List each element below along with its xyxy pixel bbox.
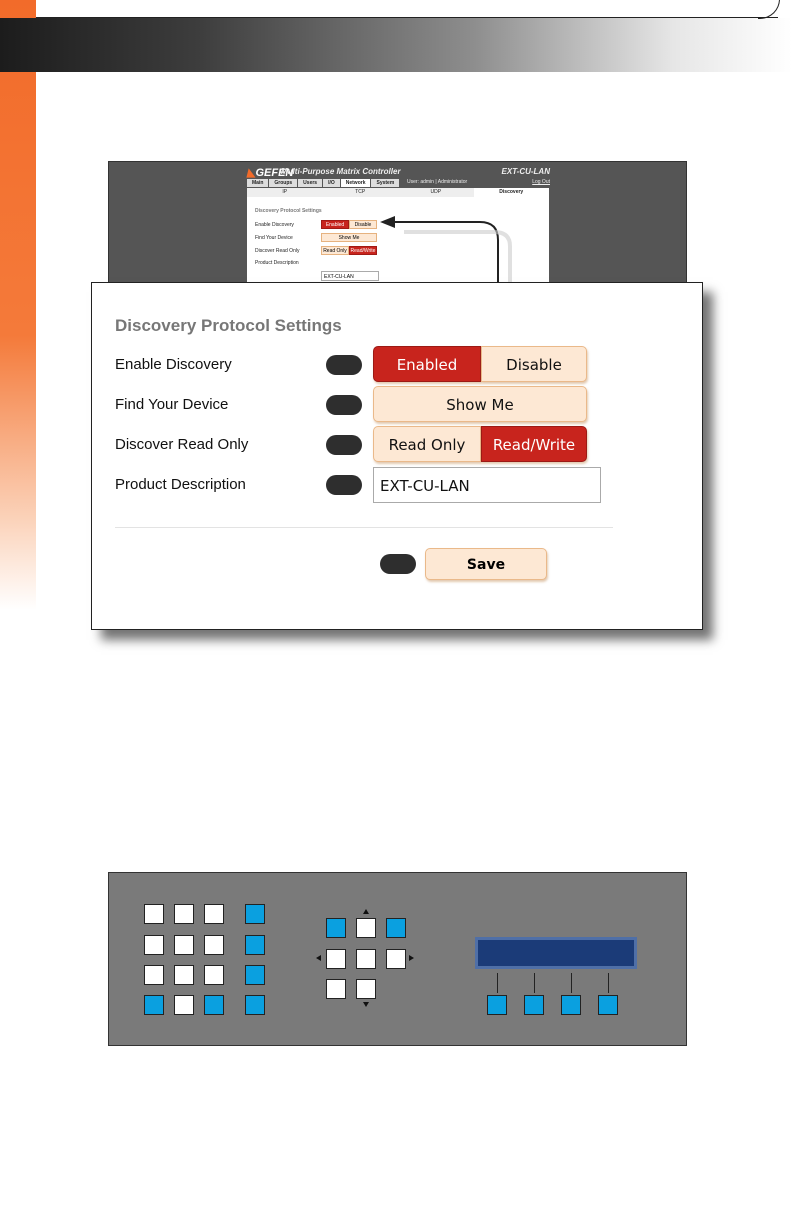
lcd-leader-line [571, 973, 572, 993]
tab-groups[interactable]: Groups [269, 179, 297, 187]
subtab-tcp[interactable]: TCP [355, 189, 366, 195]
keypad-key[interactable] [174, 904, 194, 924]
soft-key[interactable] [487, 995, 507, 1015]
soft-key[interactable] [561, 995, 581, 1015]
read-write-button[interactable]: Read/Write [350, 248, 376, 254]
soft-key[interactable] [524, 995, 544, 1015]
function-key[interactable] [245, 995, 265, 1015]
arrow-up-icon [363, 909, 369, 914]
gefen-logo: ◣GEFEN [247, 167, 294, 179]
disable-button[interactable]: Disable [349, 220, 377, 229]
label-enable-discovery: Enable Discovery [255, 222, 294, 228]
function-key[interactable] [144, 995, 164, 1015]
label-read-only: Discover Read Only [115, 436, 249, 453]
divider [115, 527, 613, 528]
callout-marker-1 [326, 355, 362, 375]
nav-key[interactable] [386, 949, 406, 969]
nav-key[interactable] [326, 979, 346, 999]
soft-key[interactable] [598, 995, 618, 1015]
arrow-left-icon [316, 955, 321, 961]
keypad-key[interactable] [174, 965, 194, 985]
keypad-key[interactable] [174, 935, 194, 955]
nav-key[interactable] [326, 949, 346, 969]
nav-key[interactable] [356, 918, 376, 938]
save-button[interactable]: Save [425, 548, 547, 580]
subtab-discovery[interactable]: Discovery [474, 188, 550, 197]
user-info: User: admin | Administrator [407, 179, 468, 185]
nav-key[interactable] [386, 918, 406, 938]
tab-system[interactable]: System [371, 179, 399, 187]
function-key[interactable] [245, 965, 265, 985]
nav-key[interactable] [326, 918, 346, 938]
arrow-down-icon [363, 1002, 369, 1007]
enabled-button[interactable]: Enabled [373, 346, 481, 382]
callout-marker-3 [326, 435, 362, 455]
label-product-desc: Product Description [115, 476, 246, 493]
tab-main[interactable]: Main [247, 179, 268, 187]
keypad-key[interactable] [144, 965, 164, 985]
show-me-button[interactable]: Show Me [321, 233, 377, 242]
model-name: EXT-CU-LAN [501, 167, 550, 176]
nav-key[interactable] [356, 979, 376, 999]
label-find-device: Find Your Device [115, 396, 229, 413]
keypad-key[interactable] [174, 995, 194, 1015]
app-title: Multi-Purpose Matrix Controller [281, 167, 401, 176]
product-description-input[interactable]: EXT-CU-LAN [373, 467, 601, 503]
tab-io[interactable]: I/O [323, 179, 340, 187]
nav-key[interactable] [356, 949, 376, 969]
show-me-button[interactable]: Show Me [373, 386, 587, 422]
keypad-key[interactable] [204, 935, 224, 955]
read-write-button[interactable]: Read/Write [481, 426, 587, 462]
keypad-key[interactable] [204, 965, 224, 985]
disable-button[interactable]: Disable [481, 346, 587, 382]
callout-marker-5 [380, 554, 416, 574]
function-key[interactable] [204, 995, 224, 1015]
front-panel-illustration [108, 872, 687, 1046]
lcd-leader-line [608, 973, 609, 993]
lcd-leader-line [534, 973, 535, 993]
label-product-desc: Product Description [255, 260, 299, 266]
keypad-key[interactable] [144, 935, 164, 955]
enabled-button[interactable]: Enabled [321, 220, 349, 229]
section-title: Discovery Protocol Settings [255, 208, 322, 214]
keypad-key[interactable] [144, 904, 164, 924]
lcd-display [475, 937, 637, 969]
tab-users[interactable]: Users [298, 179, 322, 187]
section-title: Discovery Protocol Settings [115, 316, 342, 335]
discovery-settings-zoom [91, 282, 703, 630]
function-key[interactable] [245, 904, 265, 924]
arrow-right-icon [409, 955, 414, 961]
arrow-head-icon [380, 216, 395, 228]
callout-marker-2 [326, 395, 362, 415]
callout-marker-4 [326, 475, 362, 495]
logout-link[interactable]: Log Out [532, 179, 550, 185]
product-description-input[interactable]: EXT-CU-LAN [321, 271, 379, 281]
label-enable-discovery: Enable Discovery [115, 356, 232, 373]
read-only-button[interactable]: Read Only [321, 246, 349, 255]
subtab-udp[interactable]: UDP [430, 189, 442, 195]
subtab-ip[interactable]: IP [282, 189, 288, 195]
keypad-key[interactable] [204, 904, 224, 924]
lcd-leader-line [497, 973, 498, 993]
label-read-only: Discover Read Only [255, 248, 300, 254]
function-key[interactable] [245, 935, 265, 955]
label-find-device: Find Your Device [255, 235, 293, 241]
tab-network[interactable]: Network [341, 179, 371, 187]
read-only-button[interactable]: Read Only [373, 426, 481, 462]
